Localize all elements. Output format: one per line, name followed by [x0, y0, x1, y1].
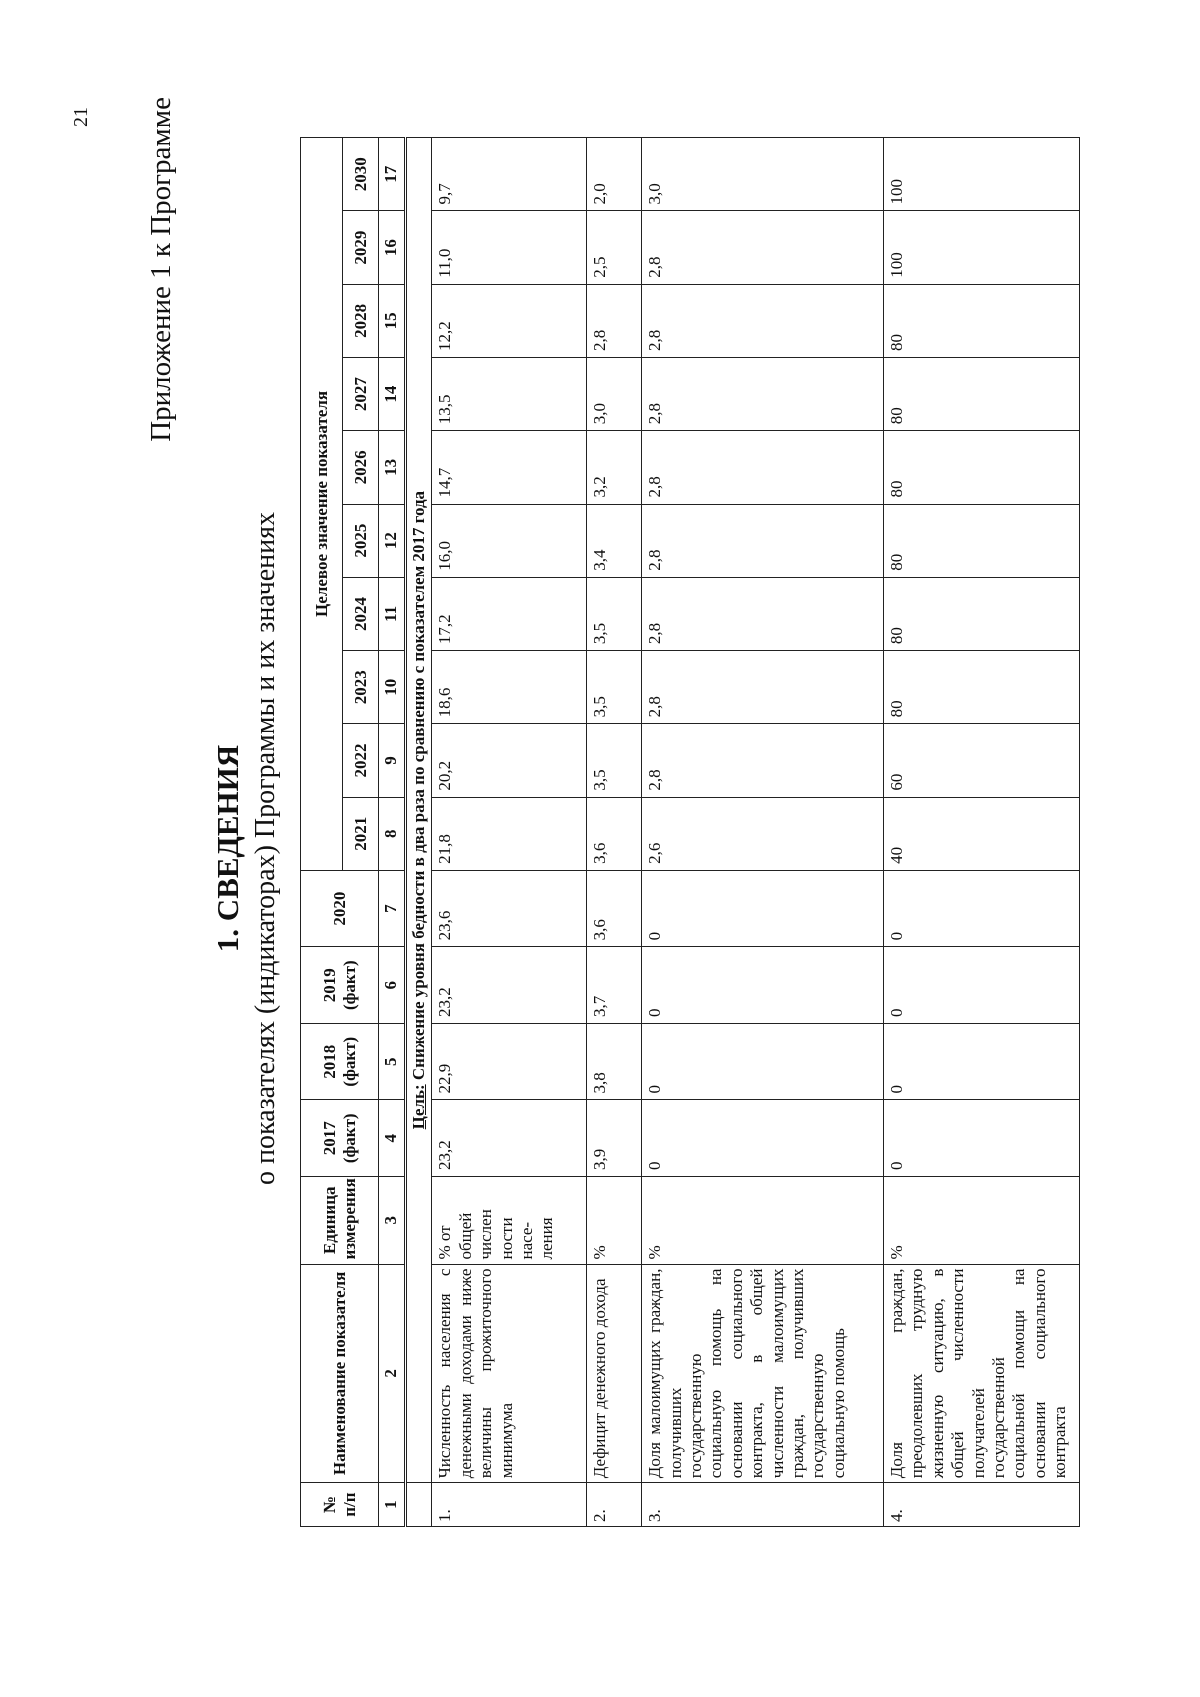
indicator-unit: %	[883, 1177, 1079, 1264]
value-cell: 23,2	[432, 1100, 586, 1177]
column-number: 3	[379, 1177, 406, 1264]
value-cell: 0	[883, 870, 1079, 947]
header-year: 2026	[343, 431, 379, 504]
row-num: 1.	[432, 1483, 586, 1527]
column-number: 14	[379, 358, 406, 431]
table-row	[883, 138, 1079, 1527]
value-cell: 11,0	[432, 211, 586, 284]
value-cell: 3,6	[586, 797, 642, 870]
header-year: 2022	[343, 724, 379, 797]
column-number: 17	[379, 138, 406, 211]
value-cell: 3,8	[586, 1023, 642, 1100]
value-cell: 21,8	[432, 797, 586, 870]
row-num: 4.	[883, 1483, 1079, 1527]
value-cell: 17,2	[432, 577, 586, 650]
row-num: 2.	[586, 1483, 642, 1527]
column-number: 6	[379, 947, 406, 1024]
header-unit: Единица измерения	[301, 1177, 379, 1264]
indicator-name: Численность населения с денежными доходами ниже величины прожиточного минимума	[432, 1264, 586, 1483]
page-number: 21	[70, 107, 92, 127]
header-year: 2024	[343, 577, 379, 650]
indicator-unit: %	[586, 1177, 642, 1264]
value-cell: 3,0	[642, 138, 884, 211]
value-cell: 0	[883, 947, 1079, 1024]
column-number: 1	[379, 1483, 406, 1527]
value-cell: 0	[642, 947, 884, 1024]
value-cell: 0	[642, 1100, 884, 1177]
header-name: Наименование показателя	[301, 1264, 379, 1483]
appendix-label: Приложение 1 к Программе	[145, 97, 177, 442]
value-cell: 0	[883, 1023, 1079, 1100]
value-cell: 3,6	[586, 870, 642, 947]
value-cell: 80	[883, 651, 1079, 724]
header-target-group: Целевое значение показателя	[301, 138, 343, 871]
column-number: 15	[379, 284, 406, 357]
goal-text: Снижение уровня бедности в два раза по сравнению с показателем 2017 года	[408, 490, 428, 1081]
table-row	[432, 138, 586, 1527]
column-number: 12	[379, 504, 406, 577]
column-number: 10	[379, 651, 406, 724]
row-num: 3.	[642, 1483, 884, 1527]
value-cell: 2,8	[642, 284, 884, 357]
goal-row	[405, 138, 432, 1527]
value-cell: 3,2	[586, 431, 642, 504]
column-number-row	[379, 138, 406, 1527]
column-number: 16	[379, 211, 406, 284]
value-cell: 16,0	[432, 504, 586, 577]
document-subtitle: о показателях (индикаторах) Программы и их значениях	[250, 512, 281, 1185]
header-num: № п/п	[301, 1483, 379, 1527]
value-cell: 2,8	[642, 651, 884, 724]
header-2017: 2017 (факт)	[301, 1100, 379, 1177]
value-cell: 2,8	[642, 724, 884, 797]
header-2018: 2018 (факт)	[301, 1023, 379, 1100]
column-number: 2	[379, 1264, 406, 1483]
value-cell: 100	[883, 138, 1079, 211]
value-cell: 40	[883, 797, 1079, 870]
column-number: 8	[379, 797, 406, 870]
value-cell: 100	[883, 211, 1079, 284]
value-cell: 12,2	[432, 284, 586, 357]
value-cell: 80	[883, 431, 1079, 504]
table-row	[586, 138, 642, 1527]
value-cell: 80	[883, 504, 1079, 577]
column-number: 7	[379, 870, 406, 947]
table-row	[642, 138, 884, 1527]
value-cell: 3,5	[586, 724, 642, 797]
value-cell: 18,6	[432, 651, 586, 724]
goal-label: Цель:	[408, 1084, 428, 1130]
column-number: 9	[379, 724, 406, 797]
header-year: 2025	[343, 504, 379, 577]
value-cell: 2,0	[586, 138, 642, 211]
value-cell: 0	[642, 1023, 884, 1100]
header-year: 2029	[343, 211, 379, 284]
indicators-table	[300, 137, 1080, 1527]
header-year: 2030	[343, 138, 379, 211]
document-title: 1. СВЕДЕНИЯ	[210, 744, 245, 953]
value-cell: 80	[883, 358, 1079, 431]
value-cell: 80	[883, 577, 1079, 650]
value-cell: 9,7	[432, 138, 586, 211]
value-cell: 20,2	[432, 724, 586, 797]
value-cell: 3,5	[586, 651, 642, 724]
value-cell: 60	[883, 724, 1079, 797]
value-cell: 2,5	[586, 211, 642, 284]
value-cell: 14,7	[432, 431, 586, 504]
indicator-name: Доля граждан, преодолевших трудную жизненную ситуацию, в общей численности получателей государственной социальной помощи на основании социального контракта	[883, 1264, 1079, 1483]
value-cell: 2,8	[642, 577, 884, 650]
value-cell: 2,8	[586, 284, 642, 357]
value-cell: 2,8	[642, 358, 884, 431]
value-cell: 2,8	[642, 211, 884, 284]
value-cell: 13,5	[432, 358, 586, 431]
header-2020: 2020	[301, 870, 379, 947]
value-cell: 23,6	[432, 870, 586, 947]
value-cell: 0	[883, 1100, 1079, 1177]
value-cell: 3,9	[586, 1100, 642, 1177]
goal-cell	[405, 138, 432, 1483]
header-year: 2027	[343, 358, 379, 431]
column-number: 5	[379, 1023, 406, 1100]
value-cell: 22,9	[432, 1023, 586, 1100]
value-cell: 2,6	[642, 797, 884, 870]
indicator-name: Доля малоимущих граждан, получивших государственную социальную помощь на основании социального контракта, в общей численности малоимущих граждан, получивших государственную социальную помощь	[642, 1264, 884, 1483]
value-cell: 3,0	[586, 358, 642, 431]
indicator-unit: % от общей числен ности насе- ления	[432, 1177, 586, 1264]
value-cell: 2,8	[642, 431, 884, 504]
value-cell: 3,4	[586, 504, 642, 577]
value-cell: 0	[642, 870, 884, 947]
header-year: 2028	[343, 284, 379, 357]
indicator-unit: %	[642, 1177, 884, 1264]
value-cell: 3,5	[586, 577, 642, 650]
header-2019: 2019 (факт)	[301, 947, 379, 1024]
column-number: 4	[379, 1100, 406, 1177]
column-number: 13	[379, 431, 406, 504]
header-year: 2023	[343, 651, 379, 724]
value-cell: 23,2	[432, 947, 586, 1024]
value-cell: 3,7	[586, 947, 642, 1024]
value-cell: 80	[883, 284, 1079, 357]
indicator-name: Дефицит денежного дохода	[586, 1264, 642, 1483]
value-cell: 2,8	[642, 504, 884, 577]
column-number: 11	[379, 577, 406, 650]
header-year: 2021	[343, 797, 379, 870]
